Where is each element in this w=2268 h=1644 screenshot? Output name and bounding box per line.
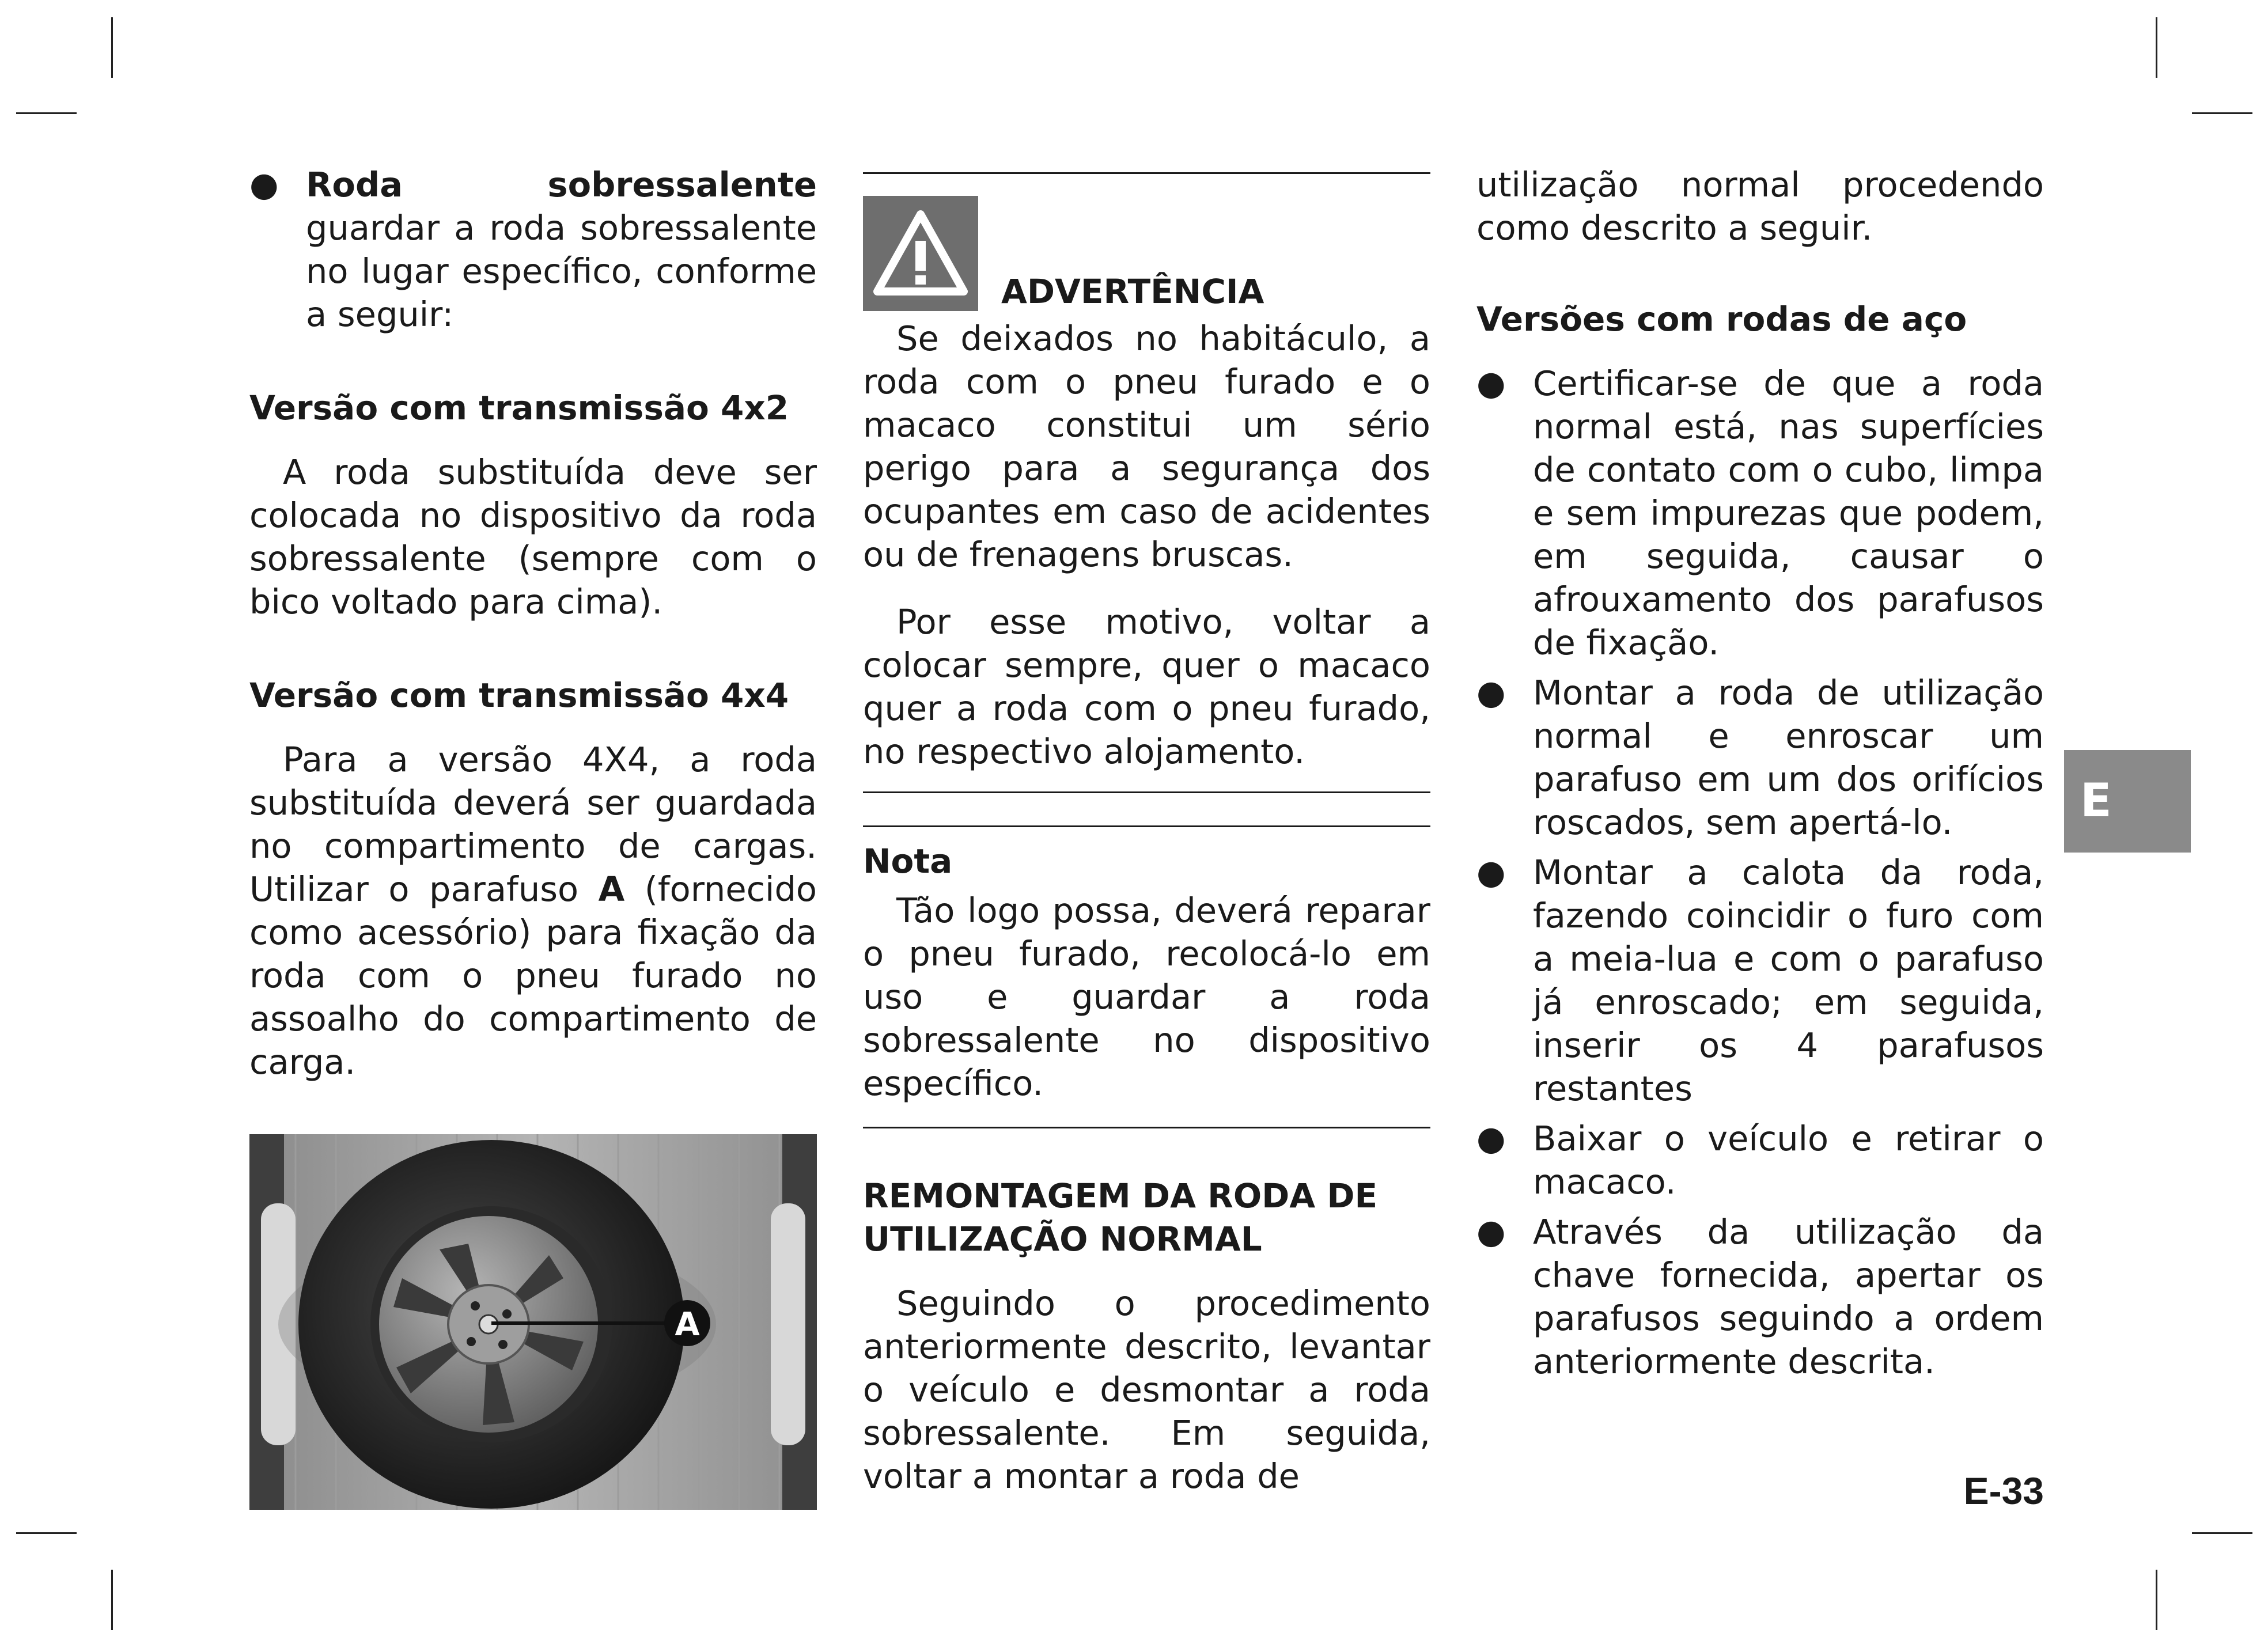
bullet-dot: ● <box>1476 853 1506 892</box>
bullet-dot: ● <box>1476 673 1506 712</box>
rule <box>863 791 1430 793</box>
column-3 <box>1476 163 2044 1383</box>
warning-paragraph-2: Por esse motivo, voltar a colocar sempre, quer o macaco quer a roda com o pneu furado, no respectivo alojamento. <box>863 602 1430 771</box>
page-number: E-33 <box>1963 1469 2044 1512</box>
continuation-paragraph: utilização normal procedendo como descrito a seguir. <box>1476 165 2044 248</box>
section-tab <box>2064 750 2191 853</box>
section-paragraph: Seguindo o procedimento anteriormente descrito, levantar o veículo e desmontar a roda sobressalente. Em seguida, voltar a montar a roda de <box>863 1283 1430 1496</box>
bullet-dot: ● <box>1476 1212 1506 1251</box>
crop-mark <box>16 1532 77 1534</box>
column-1 <box>249 163 817 1510</box>
spare-wheel-illustration <box>249 1134 817 1510</box>
list-item <box>1476 671 2044 844</box>
bullet-dot: ● <box>249 165 279 204</box>
heading-steel-wheels: Versões com rodas de aço <box>1476 300 1967 339</box>
heading-4x2: Versão com transmissão 4x2 <box>249 388 789 427</box>
heading-4x4: Versão com transmissão 4x4 <box>249 676 789 715</box>
list-item-text: Montar a calota da roda, fazendo coincidir o furo com a meia-lua e com o parafuso já enroscado; em seguida, inserir os 4 parafusos restantes <box>1533 853 2044 1108</box>
rule <box>863 825 1430 827</box>
bullet-dot: ● <box>1476 1119 1506 1158</box>
list-item-text: Baixar o veículo e retirar o macaco. <box>1533 1119 2044 1202</box>
section-title: REMONTAGEM DA RODA DE UTILIZAÇÃO NORMAL <box>863 1176 1378 1259</box>
paragraph-4x4-part1: Para a versão 4X4, a roda substituída deverá ser guardada no compartimento de cargas. Utilizar o parafuso <box>249 740 817 909</box>
paragraph-4x4-bold: A <box>598 869 625 909</box>
warning-paragraph-1: Se deixados no habitáculo, a roda com o pneu furado e o macaco constitui um sério perigo para a segurança dos ocupantes em caso de acidentes ou de frenagens bruscas. <box>863 319 1430 574</box>
spare-wheel-photo <box>249 1134 817 1510</box>
list-item-text: Montar a roda de utilização normal e enroscar um parafuso em um dos orifícios roscados, sem apertá-lo. <box>1533 673 2044 842</box>
steps-list <box>1476 362 2044 1383</box>
crop-mark <box>2192 112 2252 114</box>
list-item <box>1476 1117 2044 1203</box>
list-item <box>1476 851 2044 1110</box>
figure-callout-label: A <box>675 1306 700 1343</box>
warning-icon <box>863 196 978 311</box>
crop-mark <box>111 17 113 78</box>
bullet-bold-term: Roda sobressalente <box>306 165 817 204</box>
bullet-roda-sobressalente <box>249 163 817 336</box>
crop-mark <box>111 1570 113 1630</box>
warning-header <box>863 196 1430 311</box>
note-title: Nota <box>863 842 953 881</box>
list-item <box>1476 1210 2044 1383</box>
crop-mark <box>2192 1532 2252 1534</box>
rule <box>863 1127 1430 1128</box>
section-tab-letter: E <box>2080 774 2112 827</box>
list-item <box>1476 362 2044 664</box>
paragraph-4x4 <box>249 738 817 1084</box>
paragraph-4x2: A roda substituída deve ser colocada no dispositivo da roda sobressalente (sempre com o bico voltado para cima). <box>249 452 817 622</box>
list-item-text: Através da utilização da chave fornecida, apertar os parafusos seguindo a ordem anteriormente descrita. <box>1533 1212 2044 1381</box>
crop-mark <box>2156 17 2157 78</box>
list-item-text: Certificar-se de que a roda normal está, nas superfícies de contato com o cubo, limpa e sem impurezas que podem, em seguida, causar o afrouxamento dos parafusos de fixação. <box>1533 363 2044 662</box>
crop-mark <box>2156 1570 2157 1630</box>
rule <box>863 172 1430 174</box>
crop-mark <box>16 112 77 114</box>
column-2 <box>863 163 1430 1498</box>
bullet-dot: ● <box>1476 363 1506 403</box>
warning-title: ADVERTÊNCIA <box>1001 272 1264 311</box>
paragraph-4x4-part2: (fornecido como acessório) para fixação da roda com o pneu furado no assoalho do compartimento de carga. <box>249 869 817 1082</box>
bullet-text: guardar a roda sobressalente no lugar específico, conforme a seguir: <box>306 208 817 334</box>
note-paragraph: Tão logo possa, deverá reparar o pneu furado, recolocá-lo em uso e guardar a roda sobressalente no dispositivo específico. <box>863 891 1430 1103</box>
